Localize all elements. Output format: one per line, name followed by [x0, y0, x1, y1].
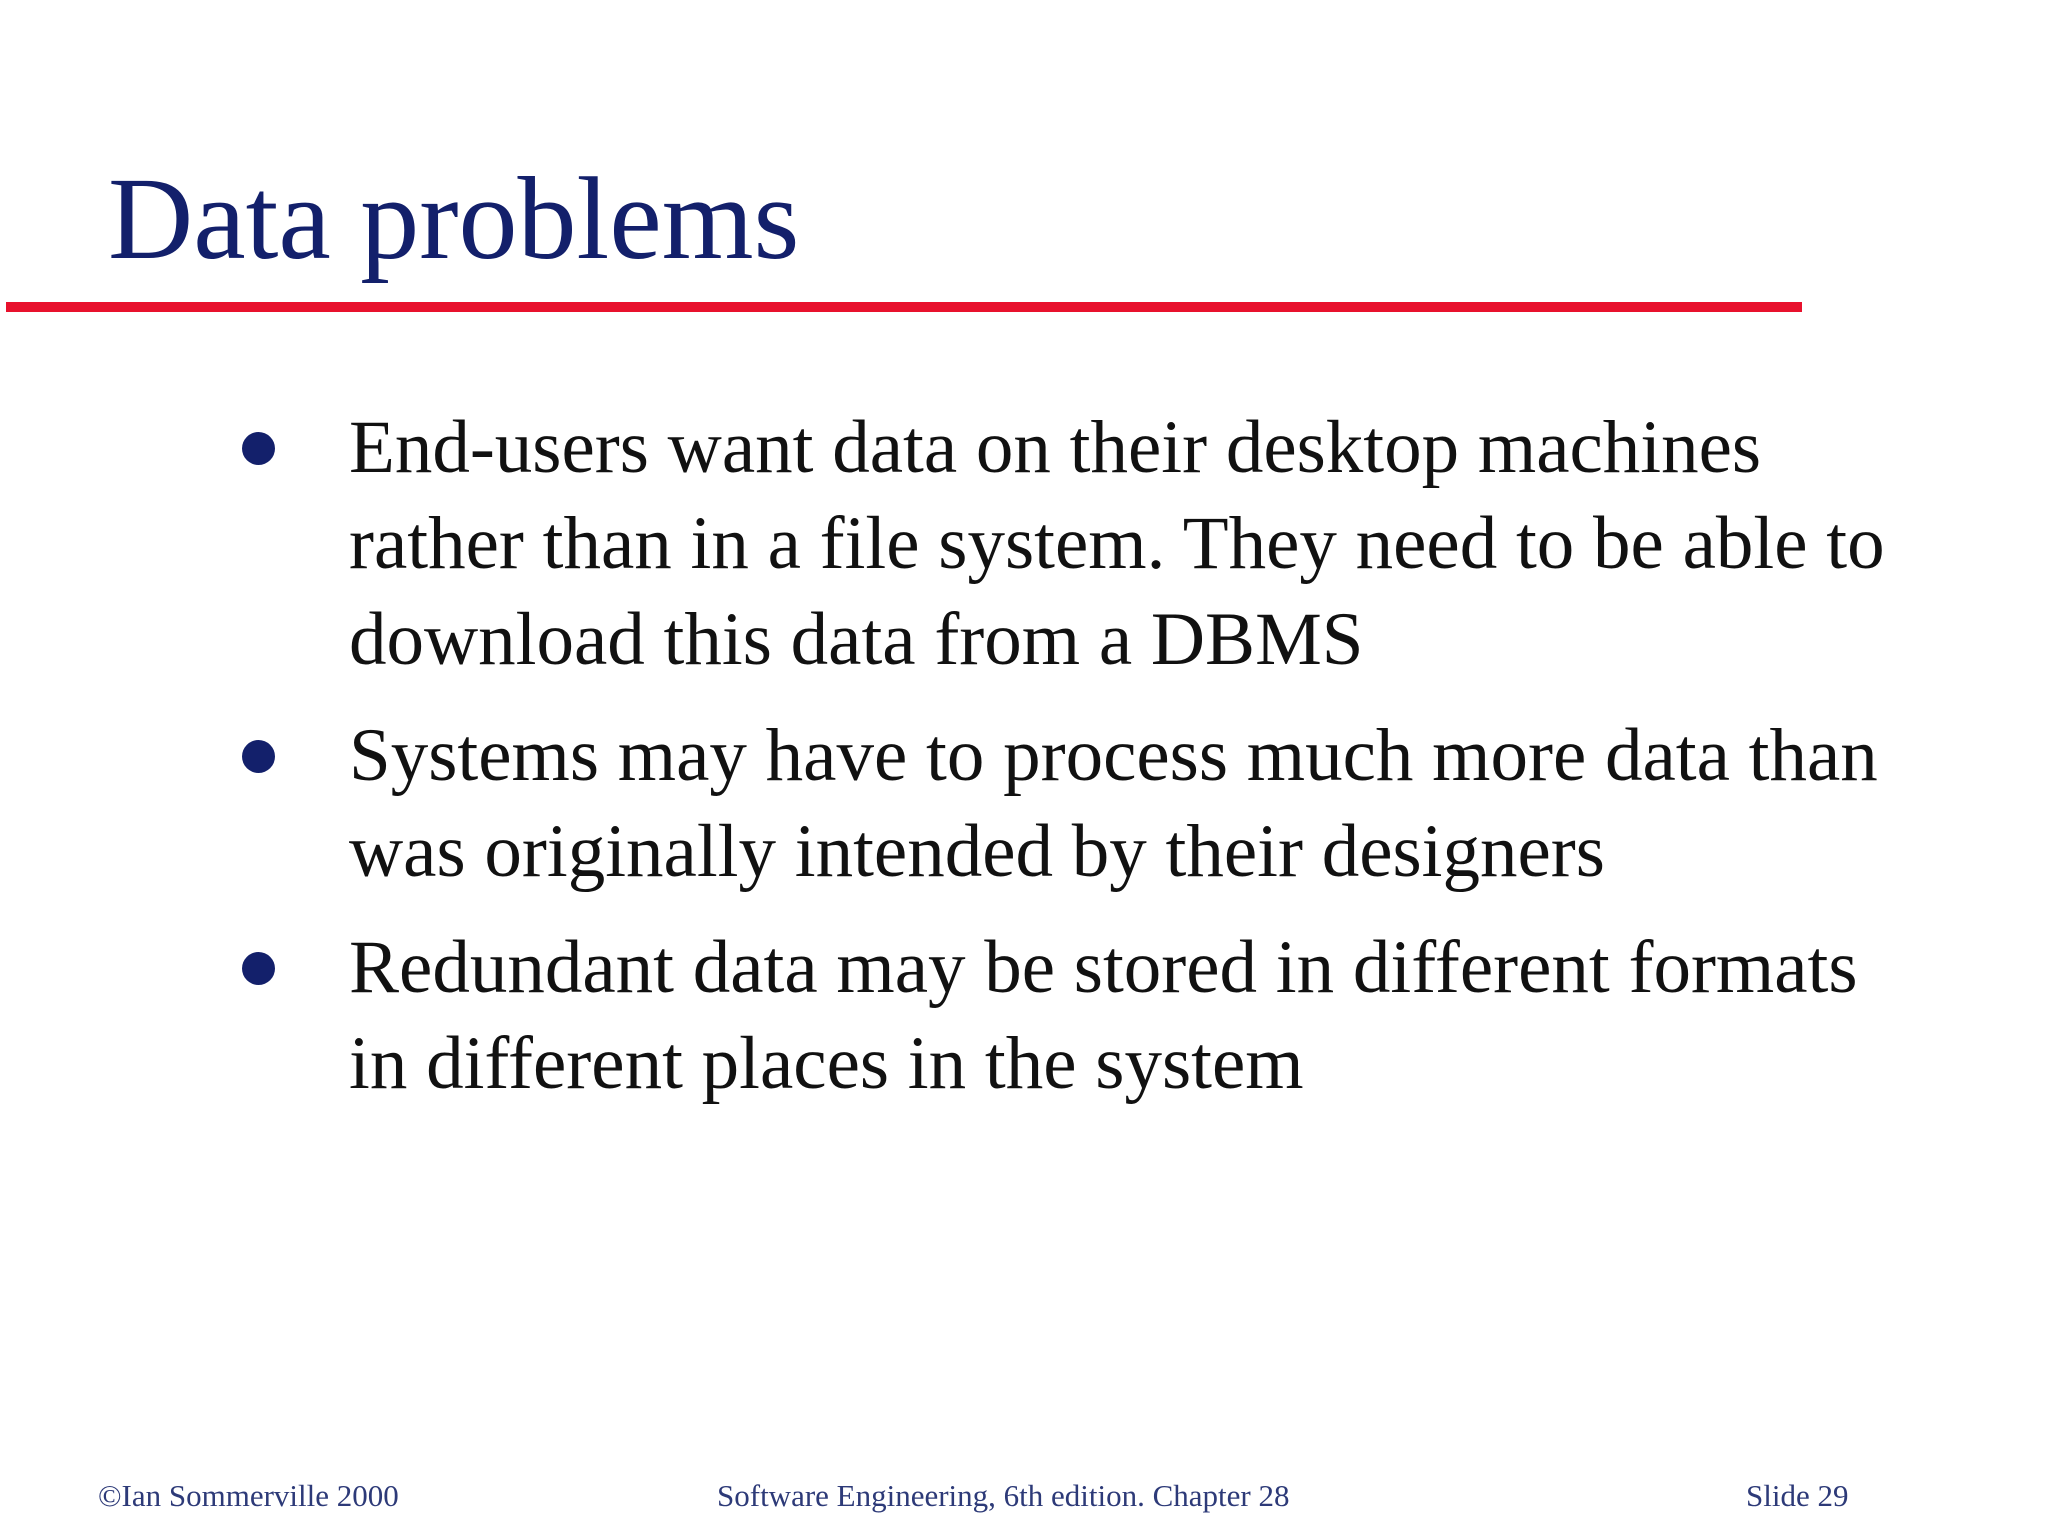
footer-book-title: Software Engineering, 6th edition. Chapter 28 — [717, 1478, 1290, 1513]
bullet-dot-icon — [242, 952, 275, 985]
bullet-text: Systems may have to process much more data than was originally intended by their designers — [349, 714, 1878, 893]
footer-copyright: ©Ian Sommerville 2000 — [98, 1478, 399, 1513]
bullet-dot-icon — [242, 740, 275, 773]
bullet-dot-icon — [242, 432, 275, 465]
bullet-text: End-users want data on their desktop machines rather than in a file system. They need to be able to download this data from a DBMS — [349, 406, 1885, 681]
slide-title: Data problems — [108, 153, 800, 284]
bullet-text: Redundant data may be stored in different formats in different places in the system — [349, 926, 1858, 1105]
footer-slide-number: Slide 29 — [1746, 1478, 1849, 1513]
